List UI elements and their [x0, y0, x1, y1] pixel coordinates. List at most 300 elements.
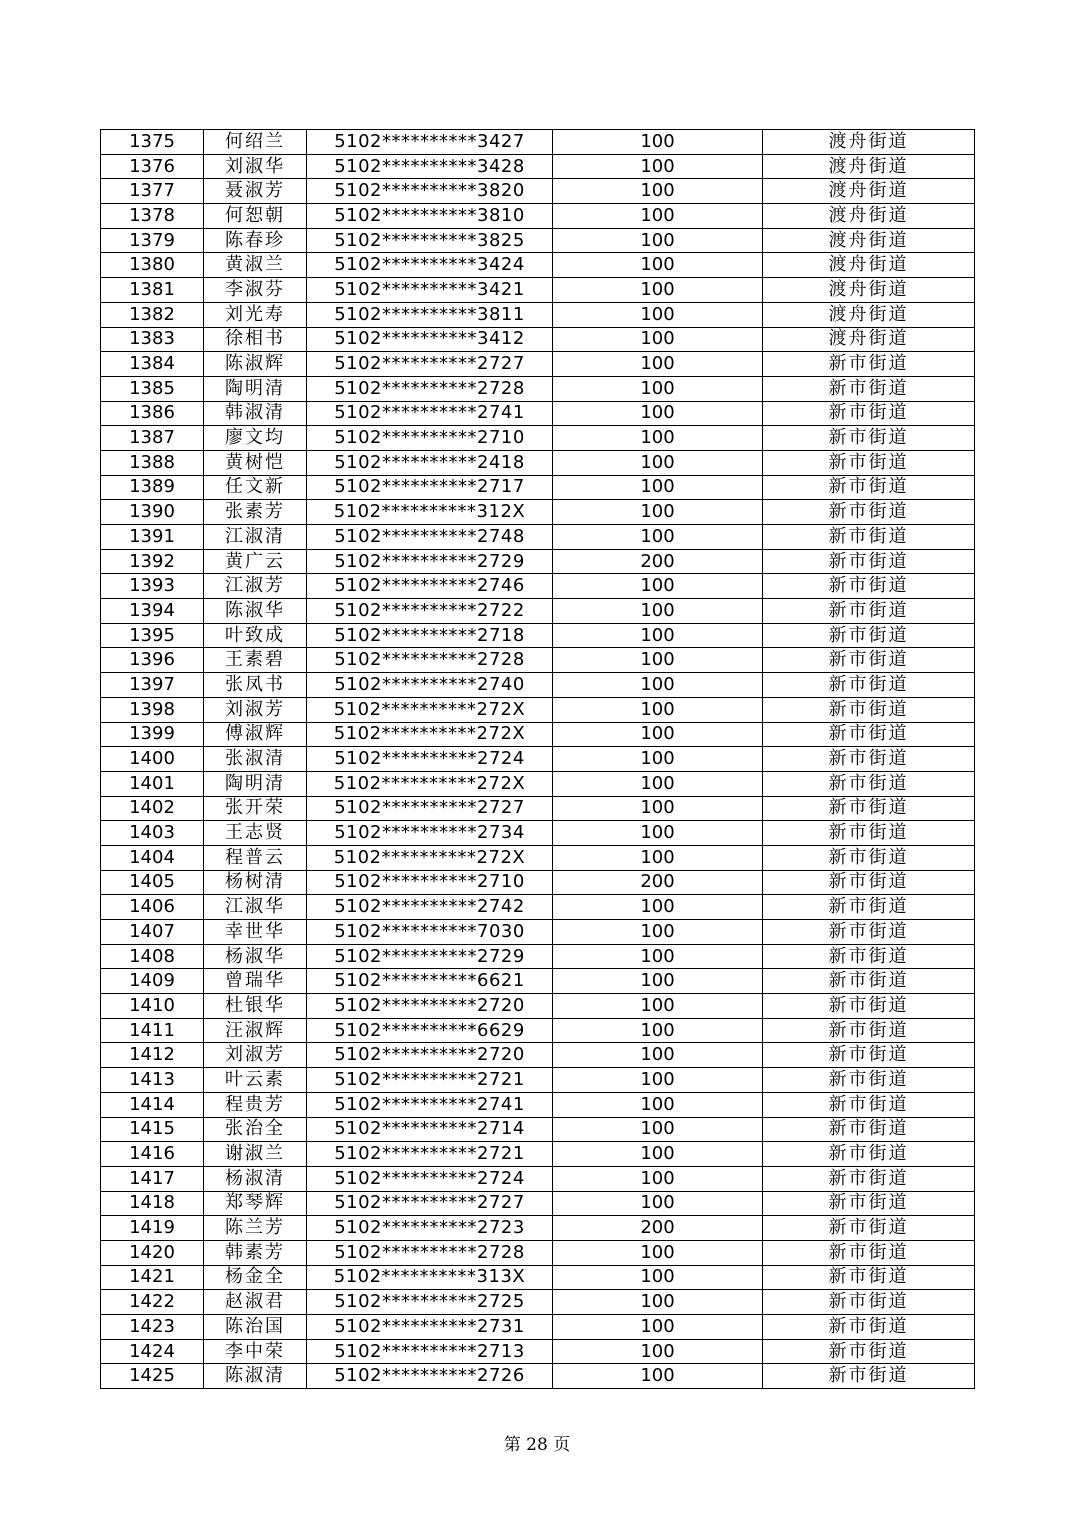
person-name-cell: 何绍兰	[204, 130, 307, 155]
table-row	[101, 623, 975, 648]
street-cell: 新市街道	[763, 525, 975, 550]
id-number-cell: 5102**********3427	[307, 130, 553, 155]
person-name-cell: 傅淑辉	[204, 722, 307, 747]
id-number-cell: 5102**********2728	[307, 648, 553, 673]
amount-cell: 100	[553, 228, 763, 253]
serial-number-cell: 1388	[101, 450, 204, 475]
id-number-cell: 5102**********2721	[307, 1142, 553, 1167]
person-name-cell: 廖文均	[204, 426, 307, 451]
street-cell: 新市街道	[763, 1265, 975, 1290]
street-cell: 新市街道	[763, 673, 975, 698]
id-number-cell: 5102**********272X	[307, 845, 553, 870]
serial-number-cell: 1407	[101, 920, 204, 945]
street-cell: 新市街道	[763, 697, 975, 722]
table-row	[101, 1043, 975, 1068]
id-number-cell: 5102**********2728	[307, 1240, 553, 1265]
person-name-cell: 杜银华	[204, 994, 307, 1019]
id-number-cell: 5102**********2731	[307, 1315, 553, 1340]
person-name-cell: 刘光寿	[204, 302, 307, 327]
street-cell: 渡舟街道	[763, 228, 975, 253]
id-number-cell: 5102**********2728	[307, 376, 553, 401]
person-name-cell: 汪淑辉	[204, 1018, 307, 1043]
street-cell: 新市街道	[763, 969, 975, 994]
street-cell: 新市街道	[763, 1240, 975, 1265]
amount-cell: 100	[553, 1339, 763, 1364]
id-number-cell: 5102**********2720	[307, 1043, 553, 1068]
street-cell: 新市街道	[763, 475, 975, 500]
table-row	[101, 253, 975, 278]
amount-cell: 100	[553, 969, 763, 994]
amount-cell: 100	[553, 179, 763, 204]
amount-cell: 100	[553, 1166, 763, 1191]
amount-cell: 100	[553, 253, 763, 278]
street-cell: 新市街道	[763, 500, 975, 525]
serial-number-cell: 1418	[101, 1191, 204, 1216]
person-name-cell: 杨淑华	[204, 944, 307, 969]
amount-cell: 100	[553, 648, 763, 673]
table-row	[101, 944, 975, 969]
person-name-cell: 张凤书	[204, 673, 307, 698]
amount-cell: 100	[553, 747, 763, 772]
table-row	[101, 426, 975, 451]
person-name-cell: 黄广云	[204, 549, 307, 574]
amount-cell: 100	[553, 920, 763, 945]
table-row	[101, 278, 975, 303]
serial-number-cell: 1397	[101, 673, 204, 698]
person-name-cell: 刘淑芳	[204, 1043, 307, 1068]
person-name-cell: 王志贤	[204, 821, 307, 846]
amount-cell: 100	[553, 327, 763, 352]
table-row	[101, 574, 975, 599]
amount-cell: 100	[553, 1092, 763, 1117]
id-number-cell: 5102**********2740	[307, 673, 553, 698]
serial-number-cell: 1412	[101, 1043, 204, 1068]
amount-cell: 100	[553, 895, 763, 920]
serial-number-cell: 1425	[101, 1364, 204, 1389]
id-number-cell: 5102**********3810	[307, 204, 553, 229]
person-name-cell: 杨金全	[204, 1265, 307, 1290]
id-number-cell: 5102**********2718	[307, 623, 553, 648]
id-number-cell: 5102**********313X	[307, 1265, 553, 1290]
amount-cell: 100	[553, 944, 763, 969]
amount-cell: 200	[553, 549, 763, 574]
serial-number-cell: 1404	[101, 845, 204, 870]
table-row	[101, 401, 975, 426]
table-row	[101, 1068, 975, 1093]
serial-number-cell: 1378	[101, 204, 204, 229]
table-row	[101, 1191, 975, 1216]
amount-cell: 100	[553, 722, 763, 747]
serial-number-cell: 1394	[101, 599, 204, 624]
serial-number-cell: 1403	[101, 821, 204, 846]
table-row	[101, 376, 975, 401]
id-number-cell: 5102**********2741	[307, 401, 553, 426]
person-name-cell: 李中荣	[204, 1339, 307, 1364]
street-cell: 渡舟街道	[763, 130, 975, 155]
serial-number-cell: 1409	[101, 969, 204, 994]
table-row	[101, 525, 975, 550]
serial-number-cell: 1408	[101, 944, 204, 969]
amount-cell: 100	[553, 845, 763, 870]
street-cell: 渡舟街道	[763, 278, 975, 303]
table-row	[101, 771, 975, 796]
street-cell: 新市街道	[763, 352, 975, 377]
serial-number-cell: 1399	[101, 722, 204, 747]
serial-number-cell: 1417	[101, 1166, 204, 1191]
id-number-cell: 5102**********3811	[307, 302, 553, 327]
table-row	[101, 179, 975, 204]
serial-number-cell: 1392	[101, 549, 204, 574]
table-row	[101, 870, 975, 895]
serial-number-cell: 1401	[101, 771, 204, 796]
street-cell: 新市街道	[763, 1068, 975, 1093]
roster-table-body	[101, 130, 975, 1389]
table-row	[101, 302, 975, 327]
id-number-cell: 5102**********2721	[307, 1068, 553, 1093]
person-name-cell: 张开荣	[204, 796, 307, 821]
amount-cell: 100	[553, 574, 763, 599]
street-cell: 新市街道	[763, 1315, 975, 1340]
id-number-cell: 5102**********2722	[307, 599, 553, 624]
serial-number-cell: 1423	[101, 1315, 204, 1340]
street-cell: 新市街道	[763, 1364, 975, 1389]
id-number-cell: 5102**********2710	[307, 426, 553, 451]
serial-number-cell: 1422	[101, 1290, 204, 1315]
table-row	[101, 1265, 975, 1290]
table-row	[101, 796, 975, 821]
person-name-cell: 幸世华	[204, 920, 307, 945]
id-number-cell: 5102**********2418	[307, 450, 553, 475]
serial-number-cell: 1424	[101, 1339, 204, 1364]
amount-cell: 100	[553, 204, 763, 229]
amount-cell: 100	[553, 278, 763, 303]
person-name-cell: 江淑华	[204, 895, 307, 920]
id-number-cell: 5102**********3421	[307, 278, 553, 303]
table-row	[101, 747, 975, 772]
serial-number-cell: 1379	[101, 228, 204, 253]
serial-number-cell: 1391	[101, 525, 204, 550]
id-number-cell: 5102**********312X	[307, 500, 553, 525]
id-number-cell: 5102**********2720	[307, 994, 553, 1019]
table-row	[101, 475, 975, 500]
table-row	[101, 697, 975, 722]
table-row	[101, 154, 975, 179]
person-name-cell: 叶云素	[204, 1068, 307, 1093]
street-cell: 新市街道	[763, 1339, 975, 1364]
id-number-cell: 5102**********2727	[307, 796, 553, 821]
serial-number-cell: 1416	[101, 1142, 204, 1167]
id-number-cell: 5102**********2727	[307, 1191, 553, 1216]
serial-number-cell: 1420	[101, 1240, 204, 1265]
id-number-cell: 5102**********3412	[307, 327, 553, 352]
serial-number-cell: 1382	[101, 302, 204, 327]
table-row	[101, 1315, 975, 1340]
table-row	[101, 1018, 975, 1043]
street-cell: 新市街道	[763, 450, 975, 475]
id-number-cell: 5102**********2748	[307, 525, 553, 550]
amount-cell: 100	[553, 1191, 763, 1216]
id-number-cell: 5102**********2729	[307, 944, 553, 969]
serial-number-cell: 1405	[101, 870, 204, 895]
street-cell: 新市街道	[763, 549, 975, 574]
person-name-cell: 刘淑华	[204, 154, 307, 179]
table-row	[101, 130, 975, 155]
person-name-cell: 杨树清	[204, 870, 307, 895]
person-name-cell: 陈淑辉	[204, 352, 307, 377]
serial-number-cell: 1384	[101, 352, 204, 377]
id-number-cell: 5102**********2714	[307, 1117, 553, 1142]
id-number-cell: 5102**********2727	[307, 352, 553, 377]
amount-cell: 100	[553, 771, 763, 796]
table-row	[101, 228, 975, 253]
street-cell: 新市街道	[763, 920, 975, 945]
id-number-cell: 5102**********3825	[307, 228, 553, 253]
amount-cell: 100	[553, 1290, 763, 1315]
amount-cell: 100	[553, 130, 763, 155]
amount-cell: 100	[553, 1142, 763, 1167]
street-cell: 新市街道	[763, 1018, 975, 1043]
street-cell: 新市街道	[763, 747, 975, 772]
table-row	[101, 722, 975, 747]
table-row	[101, 500, 975, 525]
amount-cell: 100	[553, 475, 763, 500]
amount-cell: 100	[553, 401, 763, 426]
table-row	[101, 549, 975, 574]
serial-number-cell: 1387	[101, 426, 204, 451]
person-name-cell: 黄淑兰	[204, 253, 307, 278]
serial-number-cell: 1380	[101, 253, 204, 278]
person-name-cell: 曾瑞华	[204, 969, 307, 994]
person-name-cell: 刘淑芳	[204, 697, 307, 722]
amount-cell: 100	[553, 994, 763, 1019]
table-row	[101, 1339, 975, 1364]
id-number-cell: 5102**********2710	[307, 870, 553, 895]
street-cell: 新市街道	[763, 376, 975, 401]
amount-cell: 100	[553, 623, 763, 648]
amount-cell: 200	[553, 1216, 763, 1241]
serial-number-cell: 1386	[101, 401, 204, 426]
person-name-cell: 张素芳	[204, 500, 307, 525]
street-cell: 渡舟街道	[763, 179, 975, 204]
table-row	[101, 1216, 975, 1241]
amount-cell: 100	[553, 673, 763, 698]
serial-number-cell: 1383	[101, 327, 204, 352]
street-cell: 新市街道	[763, 1142, 975, 1167]
street-cell: 新市街道	[763, 1191, 975, 1216]
street-cell: 渡舟街道	[763, 204, 975, 229]
id-number-cell: 5102**********2725	[307, 1290, 553, 1315]
street-cell: 新市街道	[763, 870, 975, 895]
id-number-cell: 5102**********2723	[307, 1216, 553, 1241]
serial-number-cell: 1390	[101, 500, 204, 525]
street-cell: 渡舟街道	[763, 154, 975, 179]
table-row	[101, 845, 975, 870]
amount-cell: 100	[553, 450, 763, 475]
street-cell: 新市街道	[763, 821, 975, 846]
serial-number-cell: 1414	[101, 1092, 204, 1117]
serial-number-cell: 1410	[101, 994, 204, 1019]
person-name-cell: 谢淑兰	[204, 1142, 307, 1167]
roster-table	[100, 129, 975, 1389]
street-cell: 新市街道	[763, 426, 975, 451]
serial-number-cell: 1402	[101, 796, 204, 821]
person-name-cell: 江淑清	[204, 525, 307, 550]
id-number-cell: 5102**********2742	[307, 895, 553, 920]
street-cell: 新市街道	[763, 1043, 975, 1068]
serial-number-cell: 1375	[101, 130, 204, 155]
person-name-cell: 赵淑君	[204, 1290, 307, 1315]
id-number-cell: 5102**********2713	[307, 1339, 553, 1364]
table-row	[101, 994, 975, 1019]
person-name-cell: 黄树恺	[204, 450, 307, 475]
amount-cell: 100	[553, 1068, 763, 1093]
serial-number-cell: 1381	[101, 278, 204, 303]
id-number-cell: 5102**********272X	[307, 697, 553, 722]
serial-number-cell: 1413	[101, 1068, 204, 1093]
table-row	[101, 599, 975, 624]
street-cell: 新市街道	[763, 771, 975, 796]
street-cell: 新市街道	[763, 401, 975, 426]
street-cell: 新市街道	[763, 944, 975, 969]
amount-cell: 100	[553, 1315, 763, 1340]
id-number-cell: 5102**********2729	[307, 549, 553, 574]
id-number-cell: 5102**********272X	[307, 771, 553, 796]
street-cell: 新市街道	[763, 599, 975, 624]
amount-cell: 200	[553, 870, 763, 895]
table-row	[101, 969, 975, 994]
serial-number-cell: 1419	[101, 1216, 204, 1241]
serial-number-cell: 1377	[101, 179, 204, 204]
person-name-cell: 张淑清	[204, 747, 307, 772]
amount-cell: 100	[553, 1018, 763, 1043]
person-name-cell: 程普云	[204, 845, 307, 870]
id-number-cell: 5102**********3428	[307, 154, 553, 179]
table-row	[101, 327, 975, 352]
amount-cell: 100	[553, 697, 763, 722]
person-name-cell: 何恕朝	[204, 204, 307, 229]
street-cell: 新市街道	[763, 1216, 975, 1241]
amount-cell: 100	[553, 1043, 763, 1068]
person-name-cell: 韩素芳	[204, 1240, 307, 1265]
person-name-cell: 李淑芬	[204, 278, 307, 303]
person-name-cell: 杨淑清	[204, 1166, 307, 1191]
serial-number-cell: 1421	[101, 1265, 204, 1290]
id-number-cell: 5102**********2724	[307, 1166, 553, 1191]
amount-cell: 100	[553, 352, 763, 377]
amount-cell: 100	[553, 376, 763, 401]
person-name-cell: 张治全	[204, 1117, 307, 1142]
street-cell: 新市街道	[763, 895, 975, 920]
amount-cell: 100	[553, 1117, 763, 1142]
amount-cell: 100	[553, 1364, 763, 1389]
serial-number-cell: 1389	[101, 475, 204, 500]
id-number-cell: 5102**********7030	[307, 920, 553, 945]
street-cell: 新市街道	[763, 1166, 975, 1191]
table-row	[101, 352, 975, 377]
table-row	[101, 673, 975, 698]
street-cell: 新市街道	[763, 845, 975, 870]
table-row	[101, 1240, 975, 1265]
id-number-cell: 5102**********2734	[307, 821, 553, 846]
page-number: 第 28 页	[503, 1435, 571, 1455]
person-name-cell: 陈春珍	[204, 228, 307, 253]
table-row	[101, 450, 975, 475]
amount-cell: 100	[553, 500, 763, 525]
street-cell: 新市街道	[763, 1117, 975, 1142]
table-row	[101, 821, 975, 846]
amount-cell: 100	[553, 599, 763, 624]
person-name-cell: 陶明清	[204, 771, 307, 796]
table-row	[101, 1166, 975, 1191]
person-name-cell: 徐相书	[204, 327, 307, 352]
amount-cell: 100	[553, 154, 763, 179]
id-number-cell: 5102**********2726	[307, 1364, 553, 1389]
serial-number-cell: 1376	[101, 154, 204, 179]
person-name-cell: 聂淑芳	[204, 179, 307, 204]
table-row	[101, 1290, 975, 1315]
street-cell: 渡舟街道	[763, 327, 975, 352]
id-number-cell: 5102**********2746	[307, 574, 553, 599]
serial-number-cell: 1406	[101, 895, 204, 920]
person-name-cell: 叶致成	[204, 623, 307, 648]
person-name-cell: 陈治国	[204, 1315, 307, 1340]
table-row	[101, 648, 975, 673]
id-number-cell: 5102**********2724	[307, 747, 553, 772]
id-number-cell: 5102**********3424	[307, 253, 553, 278]
amount-cell: 100	[553, 426, 763, 451]
street-cell: 新市街道	[763, 648, 975, 673]
street-cell: 渡舟街道	[763, 302, 975, 327]
serial-number-cell: 1400	[101, 747, 204, 772]
person-name-cell: 任文新	[204, 475, 307, 500]
table-row	[101, 1364, 975, 1389]
street-cell: 新市街道	[763, 1290, 975, 1315]
table-row	[101, 895, 975, 920]
person-name-cell: 程贵芳	[204, 1092, 307, 1117]
person-name-cell: 陈兰芳	[204, 1216, 307, 1241]
table-row	[101, 920, 975, 945]
id-number-cell: 5102**********2741	[307, 1092, 553, 1117]
street-cell: 新市街道	[763, 574, 975, 599]
person-name-cell: 王素碧	[204, 648, 307, 673]
street-cell: 新市街道	[763, 722, 975, 747]
id-number-cell: 5102**********6629	[307, 1018, 553, 1043]
person-name-cell: 陶明清	[204, 376, 307, 401]
amount-cell: 100	[553, 525, 763, 550]
street-cell: 新市街道	[763, 994, 975, 1019]
person-name-cell: 江淑芳	[204, 574, 307, 599]
id-number-cell: 5102**********272X	[307, 722, 553, 747]
amount-cell: 100	[553, 796, 763, 821]
amount-cell: 100	[553, 821, 763, 846]
amount-cell: 100	[553, 302, 763, 327]
serial-number-cell: 1385	[101, 376, 204, 401]
table-row	[101, 1092, 975, 1117]
table-row	[101, 1142, 975, 1167]
person-name-cell: 陈淑华	[204, 599, 307, 624]
amount-cell: 100	[553, 1240, 763, 1265]
person-name-cell: 韩淑清	[204, 401, 307, 426]
table-row	[101, 204, 975, 229]
serial-number-cell: 1393	[101, 574, 204, 599]
serial-number-cell: 1415	[101, 1117, 204, 1142]
serial-number-cell: 1396	[101, 648, 204, 673]
street-cell: 新市街道	[763, 623, 975, 648]
id-number-cell: 5102**********6621	[307, 969, 553, 994]
serial-number-cell: 1398	[101, 697, 204, 722]
id-number-cell: 5102**********3820	[307, 179, 553, 204]
street-cell: 新市街道	[763, 1092, 975, 1117]
